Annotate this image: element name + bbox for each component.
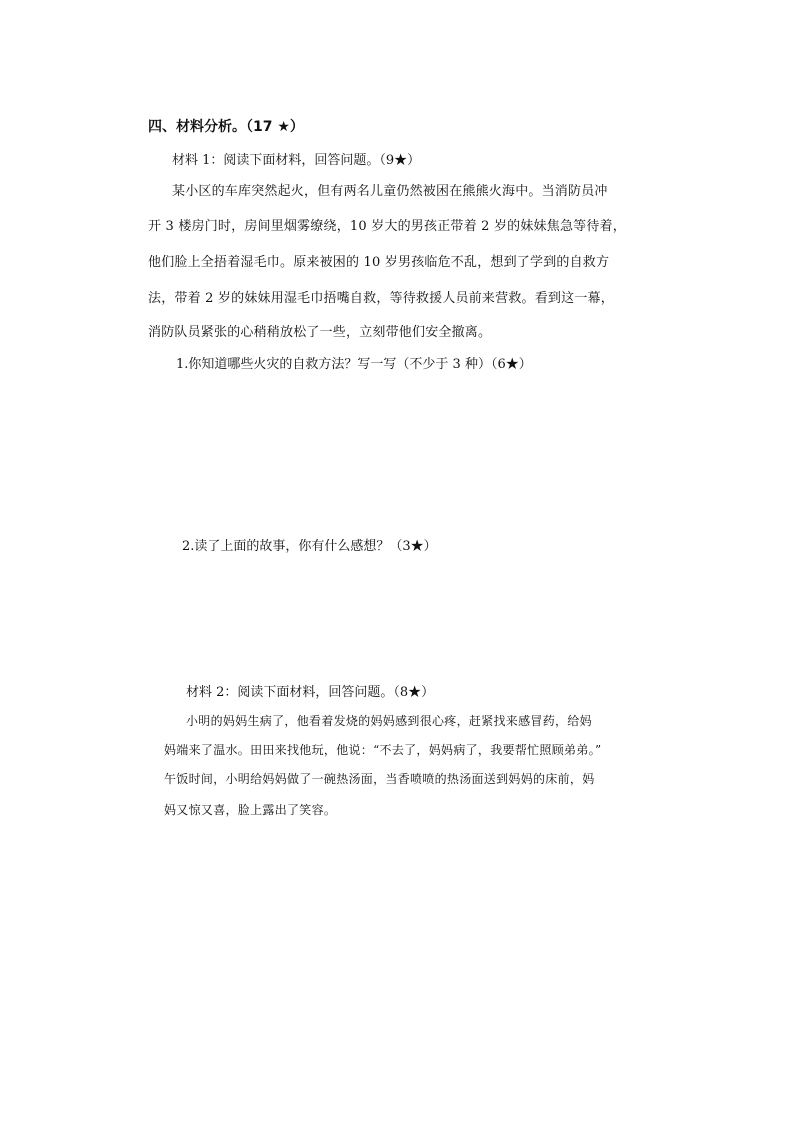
section-heading: 四、材料分析。（17 ★） [148, 119, 304, 135]
material-1-passage-line: 消防队员紧张的心稍稍放松了一些，立刻带他们安全撤离。 [148, 325, 492, 340]
material-1-passage-line: 他们脸上全捂着湿毛巾。原来被困的 10 岁男孩临危不乱，想到了学到的自救方 [148, 255, 610, 270]
material-2-passage-line: 妈端来了温水。田田来找他玩，他说：“不去了，妈妈病了，我要帮忙照顾弟弟。” [164, 743, 602, 757]
question-1: 1.你知道哪些火灾的自救方法？写一写（不少于 3 种）（6★） [176, 357, 532, 372]
material-2-passage-line: 妈又惊又喜，脸上露出了笑容。 [164, 803, 337, 817]
question-2: 2.读了上面的故事，你有什么感想？（3★） [182, 539, 437, 554]
material-2-passage-line: 午饭时间，小明给妈妈做了一碗热汤面，当香喷喷的热汤面送到妈妈的床前，妈 [164, 772, 595, 786]
material-1-passage-line: 开 3 楼房门时，房间里烟雾缭绕，10 岁大的男孩正带着 2 岁的妹妹焦急等待着， [148, 219, 626, 234]
answer-area-question-1[interactable] [148, 384, 648, 524]
material-2-passage-line: 小明的妈妈生病了，他看着发烧的妈妈感到很心疼，赶紧找来感冒药，给妈 [186, 714, 592, 728]
answer-area-question-2[interactable] [148, 566, 648, 676]
material-1-heading: 材料 1：阅读下面材料，回答问题。（9★） [172, 153, 421, 168]
material-1-passage-line: 法，带着 2 岁的妹妹用湿毛巾捂嘴自救，等待救援人员前来营救。看到这一幕， [148, 291, 614, 306]
material-1-passage-line: 某小区的车库突然起火，但有两名儿童仍然被困在熊熊火海中。当消防员冲 [172, 184, 608, 199]
material-2-heading: 材料 2：阅读下面材料，回答问题。（8★） [186, 685, 435, 700]
